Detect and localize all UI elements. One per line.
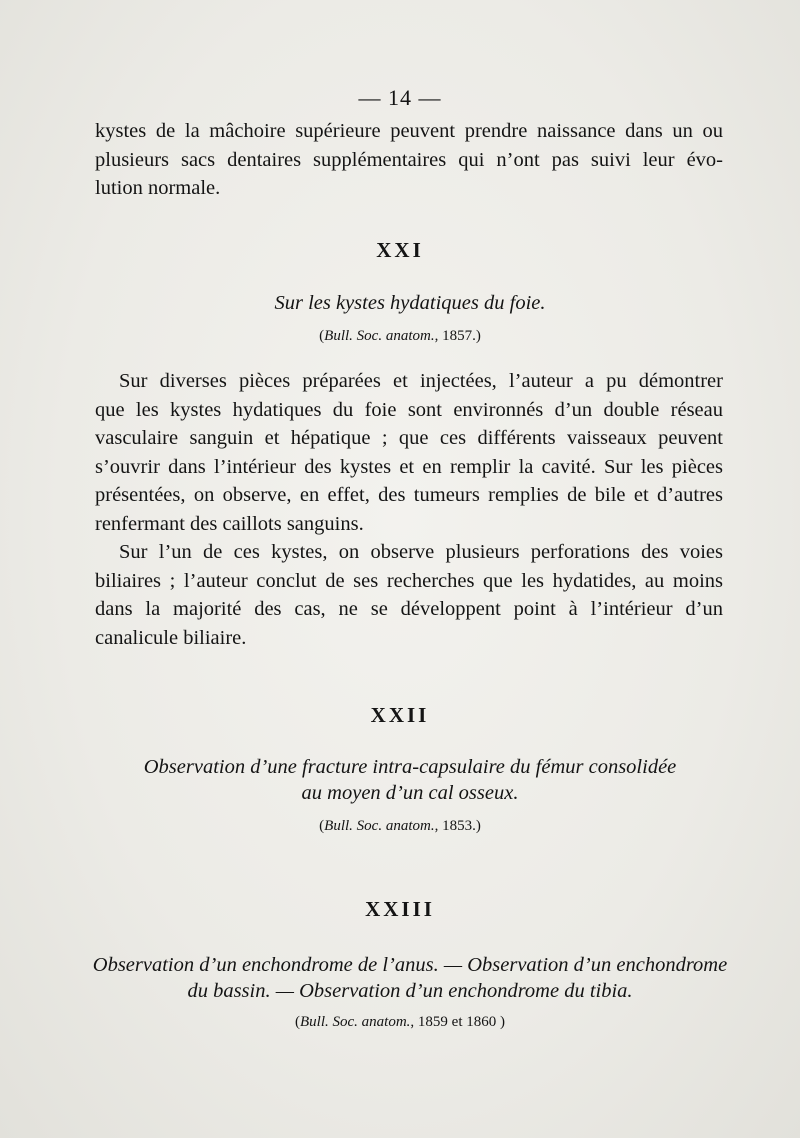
paragraph-line: Sur l’un de ces kystes, on observe plusieurs perforations des voies [119, 541, 723, 563]
section-title-xxi [95, 290, 725, 316]
section-number-xxi: XXI [376, 238, 424, 262]
section-xxi-paragraph-2 [95, 538, 723, 652]
reference-xxi: (Bull. Soc. anatom., 1857.) [319, 328, 481, 344]
reference-journal: Bull. Soc. anatom. [324, 818, 435, 834]
reference-journal: Bull. Soc. anatom. [300, 1014, 411, 1030]
paragraph-line: plusieurs sacs dentaires supplémentaires qui n’ont pas suivi leur évo- [95, 148, 723, 171]
paragraph-line: dans la majorité des cas, ne se développent point à l’intérieur d’un [95, 598, 723, 620]
reference-xxii: (Bull. Soc. anatom., 1853.) [319, 818, 481, 834]
section-title-xxii [95, 754, 725, 806]
reference-year: 1859 et 1860 [417, 1014, 497, 1030]
section-title-line: Observation d’un enchondrome de l’anus. — Observation d’un enchondrome [92, 954, 728, 976]
paragraph-line: renfermant des caillots sanguins. [95, 512, 364, 535]
paragraph-line: s’ouvrir dans l’intérieur des kystes et en remplir la cavité. Sur les pièces [95, 455, 723, 478]
paragraph-line: présentées, on observe, en effet, des tumeurs remplies de bile et d’autres [95, 484, 723, 506]
section-title-xxiii [88, 952, 732, 1004]
paragraph-line: lution normale. [95, 177, 221, 199]
reference-xxiii: (Bull. Soc. anatom., 1859 et 1860 ) [295, 1014, 505, 1030]
paragraph-line: Sur diverses pièces préparées et injectées, l’auteur a pu démontrer [119, 370, 723, 392]
section-number-xxiii: XXIII [365, 897, 435, 921]
section-title-line: Observation d’une fracture intra-capsulaire du fémur consolidée [143, 756, 677, 778]
reference-year: 1857 [442, 328, 473, 344]
section-title-line: au moyen d’un cal osseux. [301, 782, 519, 804]
reference-journal: Bull. Soc. anatom. [324, 328, 435, 344]
section-number-xxii: XXII [370, 703, 430, 727]
paragraph-line: kystes de la mâchoire supérieure peuvent prendre naissance dans un ou [95, 120, 723, 142]
section-title-line: du bassin. — Observation d’un enchondrome du tibia. [187, 980, 633, 1002]
paragraph-line: que les kystes hydatiques du foie sont environnés d’un double réseau [95, 398, 723, 421]
paragraph-line: vasculaire sanguin et hépatique ; que ces différents vaisseaux peuvent [95, 427, 723, 449]
paragraph-line: biliaires ; l’auteur conclut de ses recherches que les hydatides, au moins [95, 569, 723, 592]
reference-year: 1853 [442, 818, 473, 834]
section-xxi-paragraph-1 [95, 367, 723, 538]
paragraph-line: canalicule biliaire. [95, 626, 247, 649]
page-number: — 14 — [358, 85, 442, 110]
section-title-line: Sur les kystes hydatiques du foie. [274, 292, 546, 314]
intro-paragraph [95, 117, 723, 203]
